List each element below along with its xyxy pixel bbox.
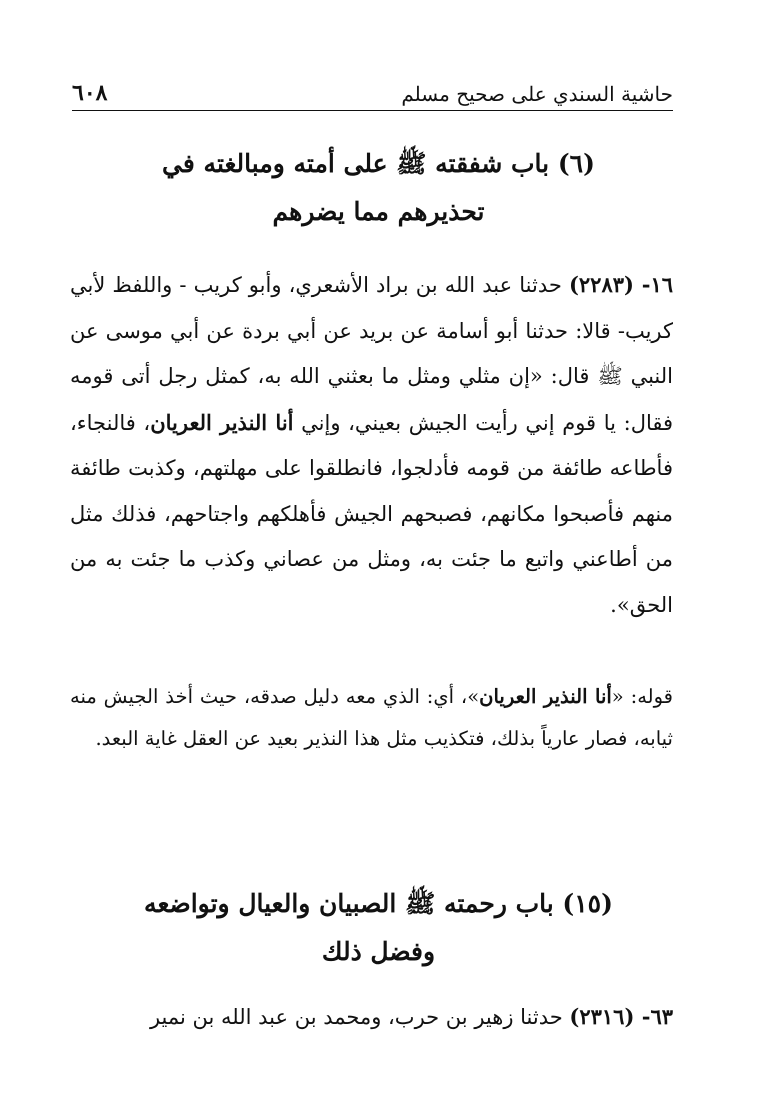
running-title: حاشية السندي على صحيح مسلم: [401, 82, 673, 106]
chapter-heading-line: تحذيرهم مما يضرهم: [272, 197, 485, 226]
page-number: ٦٠٨: [72, 80, 108, 106]
hadith-text: حدثنا عبد الله بن براد الأشعري، وأبو كريب - واللفظ لأبي كريب- قالا: حدثنا أبو أسامة عن بريد عن أبي بردة عن أبي موسى عن النبي ﷺ قال: «إن مثلي ومثل ما بعثني الله به، كمثل رجل أتى قومه فقال: يا قوم إني رأيت الجيش بعيني، وإني: [70, 273, 674, 435]
chapter-heading-line: (١٥) باب رحمته ﷺ الصبيان والعيال وتواضعه: [144, 889, 613, 918]
hadith-text-continued: ، فالنجاء، فأطاعه طائفة من قومه فأدلجوا، فانطلقوا على مهلتهم، وكذبت طائفة منهم فأصبحوا مكانهم، فصبحهم الجيش فأهلكهم واجتاحهم، فذلك مثل من أطاعني واتبع ما جئت به، ومثل من عصاني وكذب ما جئت به من الحق».: [70, 410, 673, 617]
commentary-text: »، أي: الذي معه دليل صدقه، حيث أخذ الجيش منه ثيابه، فصار عارياً بذلك، فتكذيب مثل هذا النذير بعيد عن العقل غاية البعد.: [70, 685, 673, 750]
commentary-bold-phrase: أنا النذير العريان: [479, 685, 612, 708]
hadith-number: ١٦- (٢٢٨٣): [568, 272, 673, 297]
chapter-heading-line: وفضل ذلك: [321, 937, 436, 966]
hadith-bold-phrase: أنا النذير العريان: [150, 409, 294, 435]
commentary-lead: قوله: «: [611, 685, 673, 708]
hadith-paragraph: [70, 262, 673, 628]
hadith-number: ٦٣- (٢٣١٦): [569, 1004, 673, 1029]
chapter-heading-6: [80, 140, 677, 236]
hadith-paragraph: [70, 994, 673, 1041]
hadith-text: حدثنا زهير بن حرب، ومحمد بن عبد الله بن نمير: [149, 1005, 563, 1029]
chapter-heading-line: (٦) باب شفقته ﷺ على أمته ومبالغته في: [162, 149, 595, 178]
commentary-paragraph: [70, 676, 673, 760]
chapter-heading-15: [80, 880, 677, 976]
page-header: [72, 66, 673, 111]
